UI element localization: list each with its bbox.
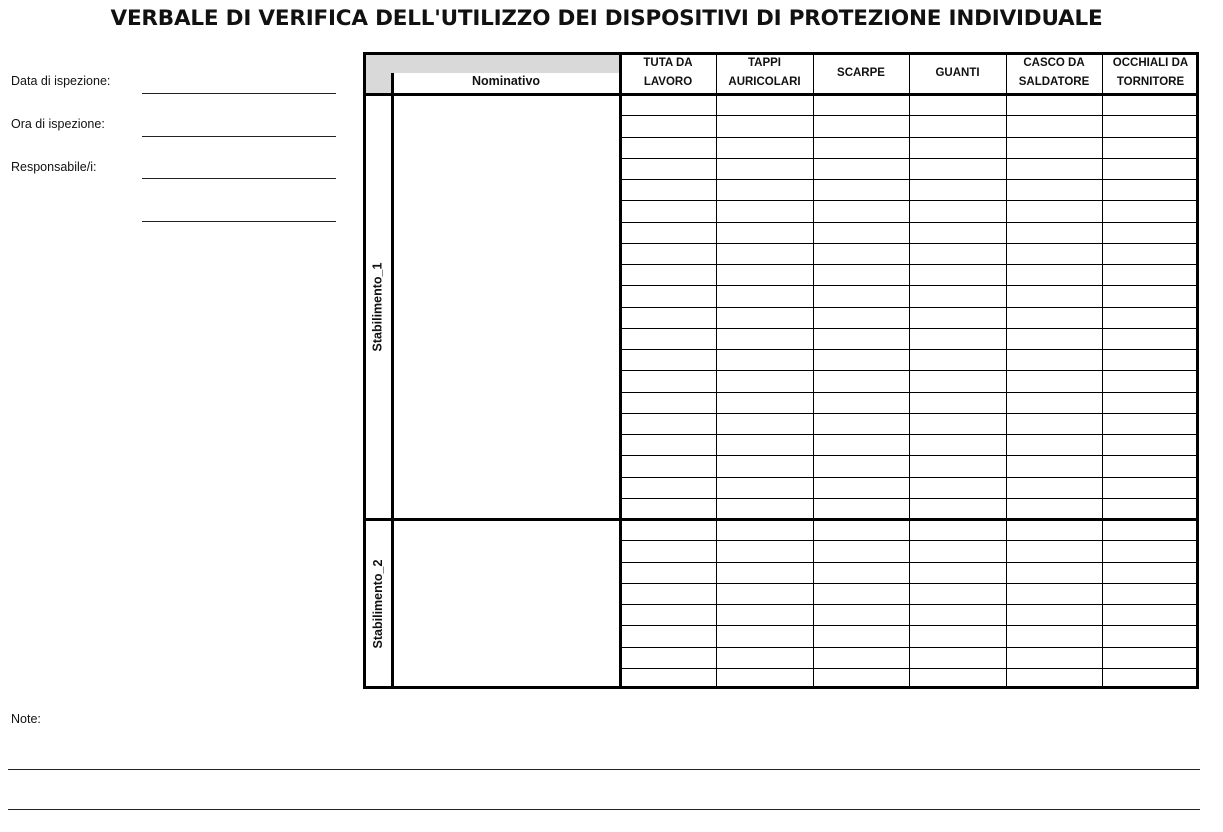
- column-divider: [619, 52, 622, 689]
- section-label: Stabilimento_2: [370, 559, 385, 649]
- header-shade: [363, 73, 392, 94]
- column-divider: [909, 52, 910, 689]
- column-header: GUANTI: [935, 66, 980, 79]
- field-input-line[interactable]: [142, 178, 336, 179]
- field-label: Responsabile/i:: [11, 160, 97, 174]
- column-divider: [391, 73, 394, 689]
- column-header: OCCHIALI DA TORNITORE: [1112, 57, 1189, 88]
- field-label: Data di ispezione:: [11, 74, 111, 88]
- column-header: CASCO DA SALDATORE: [1018, 57, 1090, 88]
- page-title: VERBALE DI VERIFICA DELL'UTILIZZO DEI DISPOSITIVI DI PROTEZIONE INDIVIDUALE: [110, 6, 1103, 31]
- table-border-left: [363, 52, 366, 689]
- section-divider: [363, 518, 1199, 521]
- notes-line[interactable]: [8, 769, 1200, 770]
- field-input-line[interactable]: [142, 93, 336, 94]
- field-input-line[interactable]: [142, 221, 336, 222]
- column-divider: [716, 52, 717, 689]
- table-border-bottom: [363, 686, 1199, 689]
- column-divider: [1102, 52, 1103, 689]
- table-border-right: [1196, 52, 1199, 689]
- ppi-check-table: [363, 52, 1199, 689]
- header-shade: [363, 52, 620, 73]
- field-label: Ora di ispezione:: [11, 117, 105, 131]
- nominativo-header: Nominativo: [471, 74, 541, 88]
- section-label: Stabilimento_1: [370, 262, 385, 351]
- notes-line[interactable]: [8, 809, 1200, 810]
- header-bottom: [363, 93, 1199, 96]
- notes-label: Note:: [11, 712, 41, 726]
- column-divider: [813, 52, 814, 689]
- field-input-line[interactable]: [142, 136, 336, 137]
- column-header: TAPPI AURICOLARI: [728, 57, 801, 88]
- column-divider: [1006, 52, 1007, 689]
- column-header: SCARPE: [837, 66, 885, 79]
- table-border-top: [363, 52, 1199, 55]
- column-header: TUTA DA LAVORO: [643, 57, 693, 88]
